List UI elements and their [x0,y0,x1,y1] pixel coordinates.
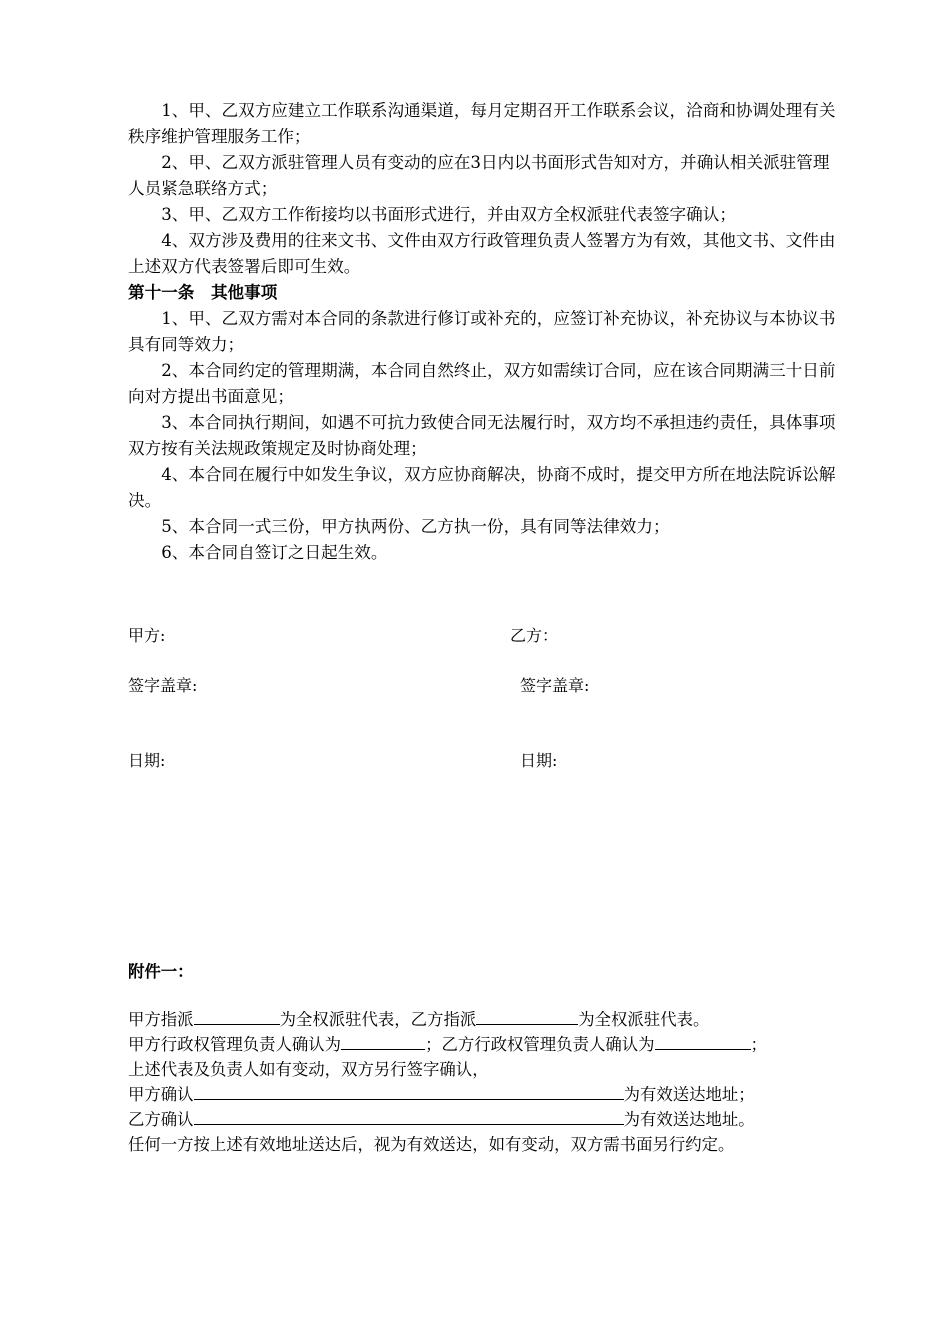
annex-line-2-text-b: ；乙方行政权管理负责人确认为 [425,1035,655,1054]
annex-line-3: 上述代表及负责人如有变动，双方另行签字确认， [128,1060,489,1079]
party-a-address-blank[interactable] [194,1082,624,1100]
annex-line-1-text-c: 为全权派驻代表。 [578,1010,710,1029]
date-b-label: 日期: [520,751,558,770]
annex-line-4-text-b: 为有效送达地址； [623,1085,755,1104]
clause-11-6: 6、本合同自签订之日起生效。 [161,543,388,562]
annex-section [128,959,848,1157]
annex-line-1 [128,1007,848,1032]
section-11-heading: 第十一条 其他事项 [128,283,278,302]
party-b-representative-blank[interactable] [476,1007,578,1025]
clause-10-2: 2、甲、乙双方派驻管理人员有变动的应在3日内以书面形式告知对方，并确认相关派驻管理人员紧急联络方式； [128,153,830,198]
party-b-label: 乙方： [510,626,559,645]
annex-line-5-text-a: 乙方确认 [128,1110,194,1129]
section-10-items [128,98,836,566]
party-a-admin-blank[interactable] [341,1032,425,1050]
annex-line-6: 任何一方按上述有效地址送达后，视为有效送达，如有变动，双方需书面另行约定。 [128,1135,735,1154]
clause-11-5: 5、本合同一式三份，甲方执两份、乙方执一份，具有同等法律效力； [161,517,670,536]
date-a-label: 日期: [128,751,166,770]
clause-10-1: 1、甲、乙双方应建立工作联系沟通渠道，每月定期召开工作联系会议，洽商和协调处理有关秩序维护管理服务工作； [128,101,836,146]
party-a-representative-blank[interactable] [194,1007,280,1025]
annex-line-2 [128,1032,848,1057]
clause-11-2: 2、本合同约定的管理期满，本合同自然终止，双方如需续订合同，应在该合同期满三十日前向对方提出书面意见； [128,361,836,406]
annex-line-4 [128,1082,848,1107]
party-b-admin-blank[interactable] [655,1032,751,1050]
annex-line-1-text-a: 甲方指派 [128,1010,194,1029]
clause-10-3: 3、甲、乙双方工作衔接均以书面形式进行，并由双方全权派驻代表签字确认； [161,205,736,224]
clause-11-1: 1、甲、乙双方需对本合同的条款进行修订或补充的，应签订补充协议，补充协议与本协议书具有同等效力； [128,309,836,354]
annex-line-5-text-b: 为有效送达地址。 [623,1110,755,1129]
annex-line-1-text-b: 为全权派驻代表，乙方指派 [279,1010,477,1029]
annex-title: 附件一： [128,962,194,981]
seal-b-label: 签字盖章: [520,676,590,695]
annex-line-2-text-a: 甲方行政权管理负责人确认为 [128,1035,342,1054]
seal-a-label: 签字盖章: [128,676,198,695]
clause-10-4: 4、双方涉及费用的往来文书、文件由双方行政管理负责人签署方为有效，其他文书、文件由上述双方代表签署后即可生效。 [128,231,836,276]
annex-line-2-text-c: ； [750,1035,767,1054]
clause-11-4: 4、本合同在履行中如发生争议，双方应协商解决，协商不成时，提交甲方所在地法院诉讼解决。 [128,465,836,510]
party-a-label: 甲方: [128,626,166,645]
annex-line-5 [128,1107,848,1132]
annex-line-4-text-a: 甲方确认 [128,1085,194,1104]
clause-11-3: 3、本合同执行期间，如遇不可抗力致使合同无法履行时，双方均不承担违约责任，具体事项双方按有关法规政策规定及时协商处理； [128,413,836,458]
party-b-address-blank[interactable] [194,1107,624,1125]
